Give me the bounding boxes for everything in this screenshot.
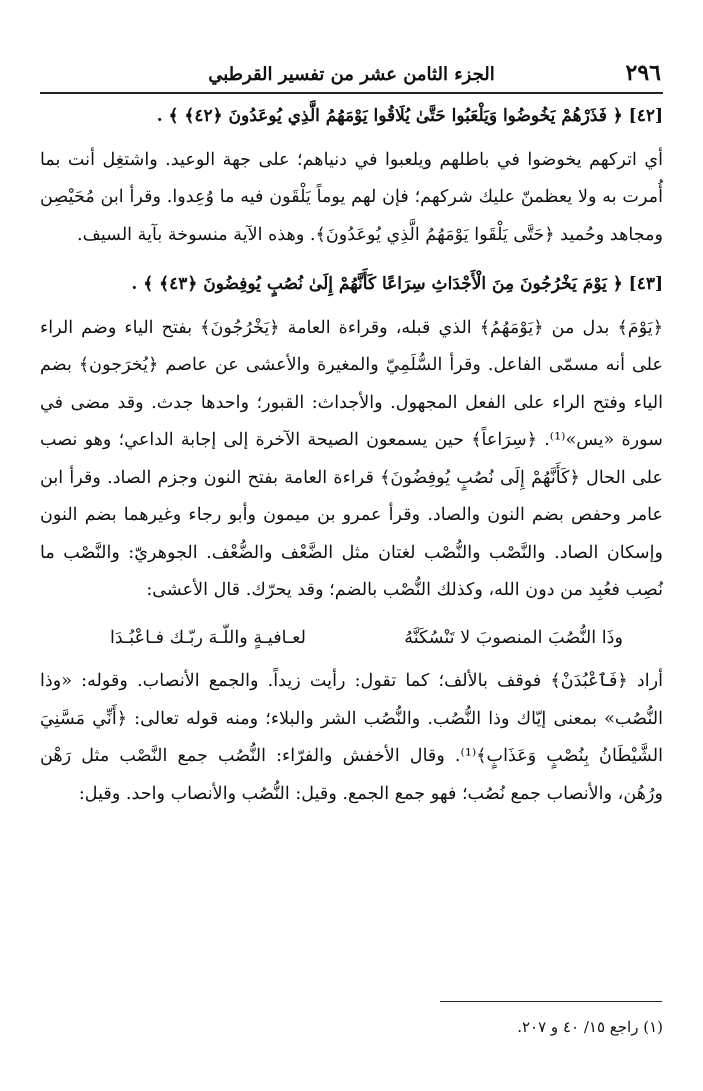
page-body <box>40 96 663 813</box>
page-header <box>40 58 663 94</box>
verse-42: [٤٢] ﴿ فَذَرْهُمْ يَخُوضُوا وَيَلْعَبُوا حَتَّىٰ يُلَاقُوا يَوْمَهُمُ الَّذِي يُوعَدُونَ ﴿٤٢﴾ ﴾ . <box>156 106 663 126</box>
footnote-divider <box>440 1001 662 1002</box>
verse-43: [٤٣] ﴿ يَوْمَ يَخْرُجُونَ مِنَ الْأَجْدَاثِ سِرَاعًا كَأَنَّهُمْ إِلَىٰ نُصُبٍ يُوفِضُونَ ﴿٤٣﴾ ﴾ . <box>131 274 663 294</box>
page-number: ٢٩٦ <box>625 60 661 86</box>
paragraph-3: أراد ﴿فَٱعْبُدَنْ﴾ فوقف بالألف؛ كما تقول: رأيت زيداً. والجمع الأنصاب. وقوله: «وذا النُّصُب» بمعنى إيّاك وذا النُّصُب. والنُّصُب الشر والبلاء؛ ومنه قوله تعالى: ﴿أَنِّي مَسَّنِيَ الشَّيْطَانُ بِنُصْبٍ وَعَذَابٍ﴾⁽¹⁾. وقال الأخفش والفرّاء: النُّصُب جمع النَّصْب مثل رَهْن ورُهُن، والأنصاب جمع نُصُب؛ فهو جمع الجمع. وقيل: النُّصُب والأنصاب واحد. وقيل: <box>40 671 664 804</box>
poem-hemistich-1: وذَا النُّصُبَ المنصوبَ لا تَنْسُكَنَّهُ <box>404 627 623 648</box>
paragraph-2: ﴿يَوْمَ﴾ بدل من ﴿يَوْمَهُمُ﴾ الذي قبله، وقراءة العامة ﴿يَخْرُجُونَ﴾ بفتح الياء وضم الراء على أنه مسمّى الفاعل. وقرأ السُّلَمِيّ والمغيرة والأعشى عن عاصم ﴿يُخرَجون﴾ بضم الياء وفتح الراء على الفعل المجهول. والأجداث: القبور؛ واحدها جدث. وقد مضى في سورة «يس»⁽¹⁾. ﴿سِرَاعاً﴾ حين يسمعون الصيحة الآخرة إلى إجابة الداعي؛ وهو نصب على الحال ﴿كَأَنَّهُمْ إِلَى نُصُبٍ يُوفِضُونَ﴾ قراءة العامة بفتح النون وجزم الصاد. وقرأ ابن عامر وحفص بضم النون والصاد. وقرأ عمرو بن ميمون وأبو رجاء وغيرهما بضم النون وإسكان الصاد. والنَّصْب والنُّصْب لغتان مثل الضَّعْف والضُّعْف. الجوهريّ: والنَّصْب ما نُصِب فعُبِد من دون الله، وكذلك النُّصْب بالضم؛ وقد يحرّك. قال الأعشى: <box>40 317 663 600</box>
paragraph-1: أي اتركهم يخوضوا في باطلهم ويلعبوا في دنياهم؛ على جهة الوعيد. واشتغِل أنت بما أُمرت به ولا يعظمنّ عليك شركهم؛ فإن لهم يوماً يَلْقَون فيه ما وُعِدوا. وقرأ ابن مُحَيْصِن ومجاهد وحُميد ﴿حَتَّى يَلْقَوا يَوْمَهُمُ الَّذِي يُوعَدُونَ﴾. وهذه الآية منسوخة بآية السيف. <box>40 149 663 245</box>
footnote: (١) راجع ١٥/ ٤٠ و ٢٠٧. <box>517 1018 663 1036</box>
spacer <box>40 254 663 264</box>
poem-line <box>40 616 663 662</box>
poem-hemistich-2: لعـافيـةٍ واللّـهَ ربّـك فـاعْبُـدَا <box>110 627 306 648</box>
running-title: الجزء الثامن عشر من تفسير القرطبي <box>208 64 495 85</box>
